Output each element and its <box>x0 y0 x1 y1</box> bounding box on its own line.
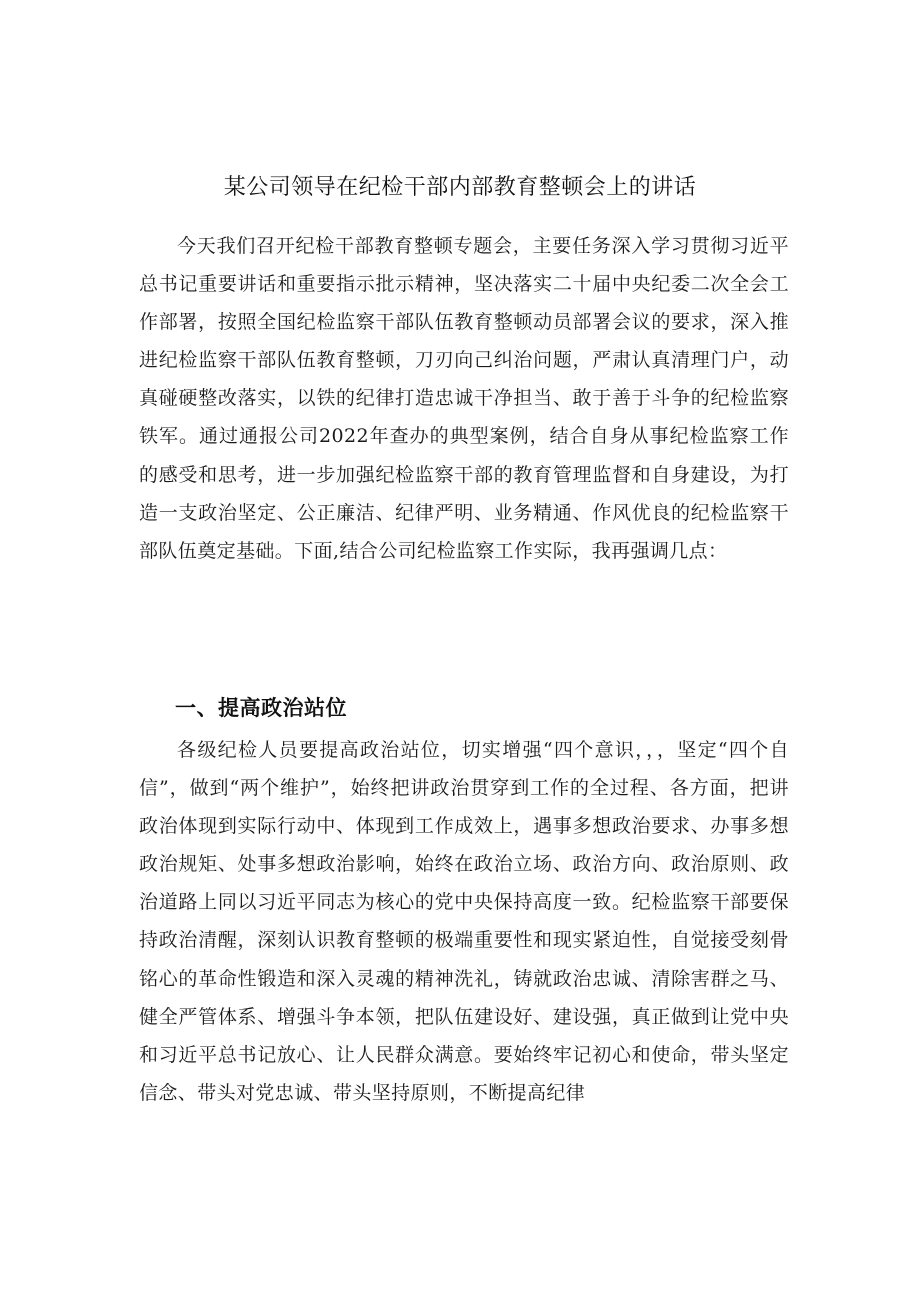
document-title: 某公司领导在纪检干部内部教育整顿会上的讲话 <box>223 175 697 200</box>
intro-paragraph: 今天我们召开纪检干部教育整顿专题会，主要任务深入学习贯彻习近平总书记重要讲话和重要指示批示精神，坚决落实二十届中央纪委二次全会工作部署，按照全国纪检监察干部队伍教育整顿动员部署会议的要求，深入推进纪检监察干部队伍教育整顿，刀刃向己纠治问题，严肃认真清理门户，动真碰硬整改落实，以铁的纪律打造忠诚干净担当、敢于善于斗争的纪检监察铁军。通过通报公司2022年查办的典型案例，结合自身从事纪检监察工作的感受和思考，进一步加强纪检监察干部的教育管理监督和自身建设，为打造一支政治坚定、公正廉洁、纪律严明、业务精通、作风优良的纪检监察干部队伍奠定基础。下面,结合公司纪检监察工作实际，我再强调几点： <box>139 235 789 562</box>
section-paragraph: 各级纪检人员要提高政治站位，切实增强“四个意识，，，坚定“四个自信”，做到“两个维护”，始终把讲政治贯穿到工作的全过程、各方面，把讲政治体现到实际行动中、体现到工作成效上，遇事多想政治要求、办事多想政治规矩、处事多想政治影响，始终在政治立场、政治方向、政治原则、政治道路上同以习近平同志为核心的党中央保持高度一致。纪检监察干部要保持政治清醒，深刻认识教育整顿的极端重要性和现实紧迫性，自觉接受刻骨铭心的革命性锻造和深入灵魂的精神洗礼，铸就政治忠诚、清除害群之马、健全严管体系、增强斗争本领，把队伍建设好、建设强，真正做到让党中央和习近平总书记放心、让人民群众满意。要始终牢记初心和使命，带头坚定信念、带头对党忠诚、带头坚持原则，不断提高纪律 <box>139 739 789 1104</box>
section-heading: 一、提高政治站位 <box>175 696 347 720</box>
